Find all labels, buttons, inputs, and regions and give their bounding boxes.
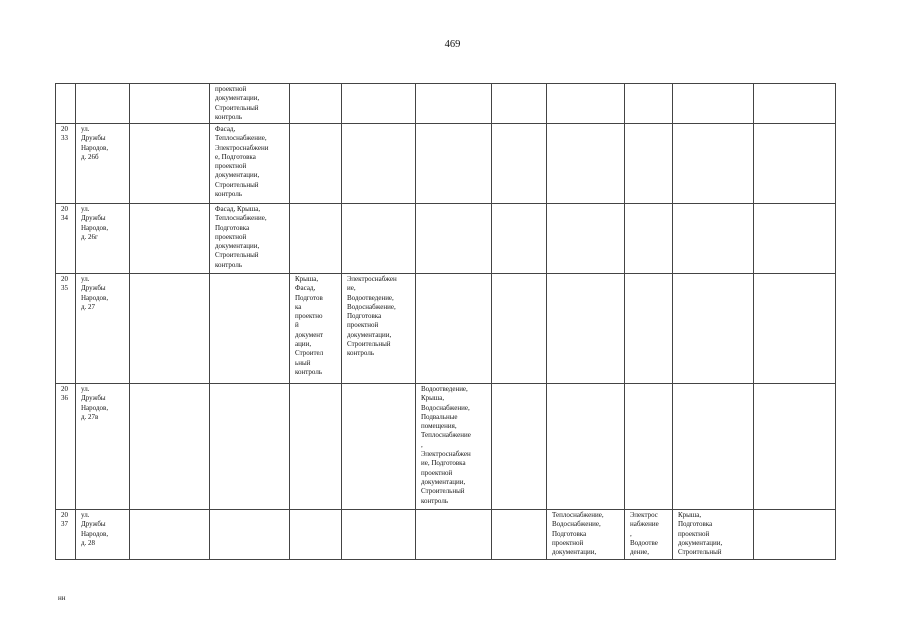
cell-col-10 — [625, 84, 673, 124]
cell-col-3 — [130, 510, 210, 560]
cell-col-9 — [547, 274, 625, 384]
capital-repair-schedule-table — [55, 83, 836, 560]
cell-col-4: Фасад, Крыша, Теплоснабжение, Подготовка проектной документации, Строительный контроль — [210, 204, 290, 274]
cell-col-8 — [492, 510, 547, 560]
cell-col-6 — [342, 510, 416, 560]
table-row — [56, 274, 836, 384]
cell-col-11 — [673, 274, 754, 384]
cell-col-7 — [416, 274, 492, 384]
cell-col-5 — [290, 124, 342, 204]
cell-col-9 — [547, 384, 625, 510]
cell-col-11: Крыша, Подготовка проектной документации, Строительный — [673, 510, 754, 560]
cell-number: 20 35 — [56, 274, 76, 384]
cell-col-3 — [130, 274, 210, 384]
cell-address: ул. Дружбы Народов, д. 27 — [76, 274, 130, 384]
cell-col-6 — [342, 204, 416, 274]
cell-col-6 — [342, 124, 416, 204]
cell-address — [76, 84, 130, 124]
cell-number: 20 34 — [56, 204, 76, 274]
table-row — [56, 204, 836, 274]
cell-col-3 — [130, 204, 210, 274]
cell-col-10 — [625, 384, 673, 510]
cell-col-3 — [130, 384, 210, 510]
cell-col-11 — [673, 84, 754, 124]
cell-col-5: Крыша, Фасад, Подготов ка проектно й документ ации, Строител ьный контроль — [290, 274, 342, 384]
cell-col-7: Водоотведение, Крыша, Водоснабжение, Подвальные помещения, Теплоснабжение , Электроснабжен ие, Подготовка проектной документации, Строительный контроль — [416, 384, 492, 510]
cell-col-12 — [754, 204, 836, 274]
cell-col-5 — [290, 84, 342, 124]
cell-address: ул. Дружбы Народов, д. 26г — [76, 204, 130, 274]
cell-number: 20 33 — [56, 124, 76, 204]
cell-address: ул. Дружбы Народов, д. 26б — [76, 124, 130, 204]
cell-col-10 — [625, 204, 673, 274]
cell-col-7 — [416, 510, 492, 560]
cell-col-6 — [342, 84, 416, 124]
cell-col-9 — [547, 84, 625, 124]
table-row — [56, 384, 836, 510]
cell-col-8 — [492, 124, 547, 204]
cell-col-8 — [492, 384, 547, 510]
cell-col-7 — [416, 84, 492, 124]
page-number: 469 — [444, 39, 461, 50]
cell-number — [56, 84, 76, 124]
cell-col-7 — [416, 204, 492, 274]
cell-col-11 — [673, 204, 754, 274]
cell-col-4: проектной документации, Строительный контроль — [210, 84, 290, 124]
cell-col-9 — [547, 124, 625, 204]
footer-mark: нн — [58, 594, 66, 602]
cell-col-4: Фасад, Теплоснабжение, Электроснабжени е, Подготовка проектной документации, Строительный контроль — [210, 124, 290, 204]
cell-col-12 — [754, 510, 836, 560]
cell-col-12 — [754, 274, 836, 384]
cell-col-10 — [625, 274, 673, 384]
cell-col-4 — [210, 384, 290, 510]
cell-number: 20 37 — [56, 510, 76, 560]
cell-col-9: Теплоснабжение, Водоснабжение, Подготовка проектной документации, — [547, 510, 625, 560]
cell-col-4 — [210, 274, 290, 384]
cell-col-7 — [416, 124, 492, 204]
cell-col-12 — [754, 124, 836, 204]
table-row — [56, 510, 836, 560]
cell-col-9 — [547, 204, 625, 274]
cell-col-8 — [492, 274, 547, 384]
cell-address: ул. Дружбы Народов, д. 28 — [76, 510, 130, 560]
cell-col-10: Электрос набжение , Водоотве дение, — [625, 510, 673, 560]
cell-col-12 — [754, 384, 836, 510]
cell-col-5 — [290, 384, 342, 510]
cell-address: ул. Дружбы Народов, д. 27в — [76, 384, 130, 510]
table-row — [56, 84, 836, 124]
table-row — [56, 124, 836, 204]
cell-col-6 — [342, 384, 416, 510]
cell-col-11 — [673, 384, 754, 510]
cell-col-8 — [492, 204, 547, 274]
cell-col-4 — [210, 510, 290, 560]
cell-col-5 — [290, 204, 342, 274]
cell-col-11 — [673, 124, 754, 204]
cell-col-10 — [625, 124, 673, 204]
cell-col-3 — [130, 84, 210, 124]
cell-col-3 — [130, 124, 210, 204]
cell-col-5 — [290, 510, 342, 560]
cell-col-6: Электроснабжен ие, Водоотведение, Водоснабжение, Подготовка проектной документации, Строительный контроль — [342, 274, 416, 384]
cell-col-12 — [754, 84, 836, 124]
cell-number: 20 36 — [56, 384, 76, 510]
cell-col-8 — [492, 84, 547, 124]
